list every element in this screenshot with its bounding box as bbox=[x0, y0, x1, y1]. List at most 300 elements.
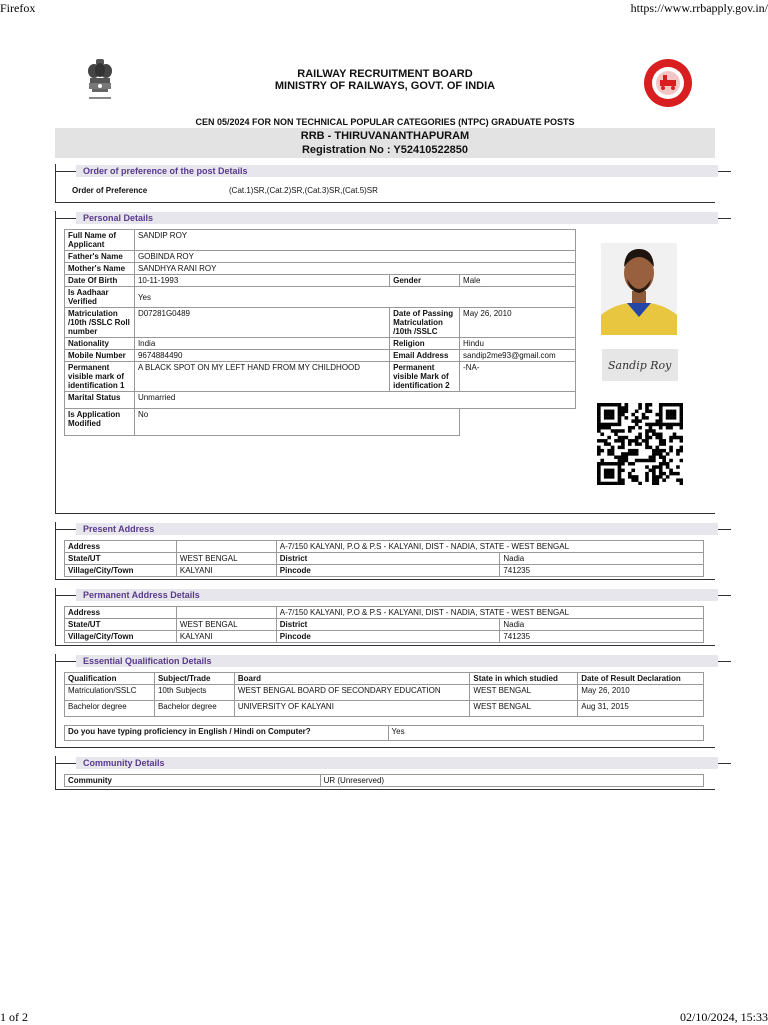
section-header bbox=[56, 522, 715, 536]
qr-module bbox=[680, 406, 683, 409]
qr-module bbox=[655, 452, 659, 455]
column-header: Subject/Trade bbox=[154, 673, 234, 685]
qr-module bbox=[604, 472, 608, 475]
community-label: Community bbox=[65, 775, 321, 787]
matric-roll-label: Matriculation /10th /SSLC Roll number bbox=[65, 308, 135, 338]
qr-module bbox=[676, 452, 680, 455]
qr-module bbox=[631, 419, 635, 422]
section-header bbox=[56, 211, 715, 225]
qr-module bbox=[628, 426, 632, 429]
mark2-value: -NA- bbox=[460, 362, 576, 392]
qr-module bbox=[649, 436, 653, 439]
qr-module bbox=[625, 410, 629, 413]
registration-number: Registration No : Y52410522850 bbox=[301, 144, 469, 156]
qr-module bbox=[642, 416, 646, 419]
qr-module bbox=[645, 472, 649, 475]
state-value: WEST BENGAL bbox=[176, 619, 276, 631]
father-name-value: GOBINDA ROY bbox=[134, 251, 575, 263]
qr-module bbox=[628, 452, 632, 455]
qr-module bbox=[669, 436, 673, 439]
qr-module bbox=[662, 455, 666, 458]
qr-module bbox=[614, 462, 618, 465]
nationality-value: India bbox=[134, 338, 389, 350]
qr-module bbox=[618, 416, 622, 419]
qr-module bbox=[635, 410, 639, 413]
qr-module bbox=[680, 478, 683, 481]
qr-module bbox=[618, 446, 622, 449]
qr-module bbox=[652, 482, 656, 485]
table-cell: WEST BENGAL bbox=[470, 685, 578, 701]
qr-module bbox=[614, 423, 618, 426]
qr-module bbox=[618, 406, 622, 409]
qr-module bbox=[614, 482, 618, 485]
community-value: UR (Unreserved) bbox=[320, 775, 703, 787]
qr-module bbox=[621, 469, 625, 472]
pincode-value: 741235 bbox=[500, 565, 704, 577]
qr-module bbox=[618, 403, 622, 406]
qr-module bbox=[607, 413, 611, 416]
qr-module bbox=[662, 459, 666, 462]
personal-details-table bbox=[64, 229, 576, 436]
qr-module bbox=[662, 478, 666, 481]
qr-module bbox=[607, 475, 611, 478]
present-address-table bbox=[64, 540, 704, 577]
table-cell: 10th Subjects bbox=[154, 685, 234, 701]
qr-module bbox=[618, 436, 622, 439]
qr-module bbox=[673, 423, 677, 426]
qr-module bbox=[638, 426, 642, 429]
qr-module bbox=[680, 416, 683, 419]
gender-value: Male bbox=[460, 275, 576, 287]
email-value: sandip2me93@gmail.com bbox=[460, 350, 576, 362]
village-label: Village/City/Town bbox=[65, 631, 177, 643]
qr-module bbox=[604, 426, 608, 429]
email-label: Email Address bbox=[390, 350, 460, 362]
qr-module bbox=[635, 449, 639, 452]
modified-value: No bbox=[134, 409, 459, 436]
qr-module bbox=[604, 462, 608, 465]
qr-module bbox=[669, 469, 673, 472]
qr-module bbox=[680, 449, 683, 452]
table-cell: Bachelor degree bbox=[65, 701, 155, 717]
qr-module bbox=[666, 462, 670, 465]
column-header: Board bbox=[234, 673, 470, 685]
applicant-signature bbox=[602, 349, 678, 381]
qr-module bbox=[614, 403, 618, 406]
table-cell: UNIVERSITY OF KALYANI bbox=[234, 701, 470, 717]
qr-module bbox=[659, 403, 663, 406]
qr-module bbox=[611, 429, 615, 432]
qr-module bbox=[631, 475, 635, 478]
qr-module bbox=[625, 459, 629, 462]
qr-module bbox=[680, 403, 683, 406]
qr-module bbox=[607, 426, 611, 429]
applicant-photo bbox=[601, 243, 677, 335]
qr-module bbox=[655, 423, 659, 426]
qr-module bbox=[669, 449, 673, 452]
qr-module bbox=[611, 452, 615, 455]
qr-module bbox=[652, 472, 656, 475]
qr-module bbox=[604, 439, 608, 442]
qr-module bbox=[607, 469, 611, 472]
qr-module bbox=[628, 429, 632, 432]
qr-module bbox=[635, 436, 639, 439]
qr-module bbox=[666, 403, 670, 406]
qr-module bbox=[611, 472, 615, 475]
qr-module bbox=[659, 436, 663, 439]
column-header: Qualification bbox=[65, 673, 155, 685]
mother-name-label: Mother's Name bbox=[65, 263, 135, 275]
qr-module bbox=[659, 462, 663, 465]
qr-module bbox=[607, 462, 611, 465]
mark2-label: Permanent visible Mark of identification 2 bbox=[390, 362, 460, 392]
qr-module bbox=[649, 459, 653, 462]
qr-module bbox=[659, 449, 663, 452]
qr-module bbox=[604, 469, 608, 472]
qr-module bbox=[652, 475, 656, 478]
qr-module bbox=[659, 433, 663, 436]
qr-module bbox=[659, 469, 663, 472]
qr-module bbox=[607, 423, 611, 426]
qr-module bbox=[659, 465, 663, 468]
qr-module bbox=[625, 403, 629, 406]
qr-module bbox=[621, 446, 625, 449]
qr-module bbox=[597, 478, 601, 481]
qr-module bbox=[680, 439, 683, 442]
qr-module bbox=[680, 436, 683, 439]
qr-module bbox=[666, 413, 670, 416]
qr-module bbox=[597, 410, 601, 413]
qr-module bbox=[607, 436, 611, 439]
qr-module bbox=[652, 423, 656, 426]
qr-module bbox=[645, 406, 649, 409]
qr-module bbox=[673, 403, 677, 406]
qualification-header-row bbox=[65, 673, 704, 685]
district-value: Nadia bbox=[500, 619, 704, 631]
qr-module bbox=[669, 439, 673, 442]
qr-module bbox=[631, 452, 635, 455]
qr-module bbox=[625, 406, 629, 409]
qr-module bbox=[649, 469, 653, 472]
qr-module bbox=[597, 482, 601, 485]
qr-module bbox=[666, 426, 670, 429]
qr-module bbox=[614, 433, 618, 436]
qr-module bbox=[655, 413, 659, 416]
qr-module bbox=[618, 482, 622, 485]
village-label: Village/City/Town bbox=[65, 565, 177, 577]
qr-module bbox=[638, 406, 642, 409]
father-name-label: Father's Name bbox=[65, 251, 135, 263]
qr-module bbox=[597, 403, 601, 406]
qr-module bbox=[621, 410, 625, 413]
pincode-label: Pincode bbox=[276, 631, 500, 643]
qr-module bbox=[638, 403, 642, 406]
board-title-line2: MINISTRY OF RAILWAYS, GOVT. OF INDIA bbox=[274, 80, 496, 92]
qr-module bbox=[669, 410, 673, 413]
qr-module bbox=[631, 462, 635, 465]
qr-module bbox=[614, 429, 618, 432]
qr-module bbox=[628, 475, 632, 478]
preference-value: (Cat.1)SR,(Cat.2)SR,(Cat.3)SR,(Cat.5)SR bbox=[229, 186, 378, 195]
qr-module bbox=[611, 403, 615, 406]
qr-module bbox=[676, 423, 680, 426]
qr-code bbox=[597, 403, 683, 485]
qr-module bbox=[600, 462, 604, 465]
qr-module bbox=[662, 403, 666, 406]
qr-module bbox=[614, 455, 618, 458]
district-value: Nadia bbox=[500, 553, 704, 565]
qr-module bbox=[611, 475, 615, 478]
qr-module bbox=[607, 449, 611, 452]
qr-module bbox=[680, 459, 683, 462]
qr-module bbox=[618, 419, 622, 422]
qr-module bbox=[662, 439, 666, 442]
qr-module bbox=[659, 452, 663, 455]
modified-label: Is Application Modified bbox=[65, 409, 135, 436]
qr-module bbox=[659, 410, 663, 413]
qr-module bbox=[669, 472, 673, 475]
qr-module bbox=[621, 482, 625, 485]
qr-module bbox=[635, 459, 639, 462]
qr-module bbox=[669, 416, 673, 419]
qr-module bbox=[597, 419, 601, 422]
passing-date-label: Date of Passing Matriculation /10th /SSLC bbox=[390, 308, 460, 338]
qr-module bbox=[600, 403, 604, 406]
qr-module bbox=[662, 449, 666, 452]
qr-module bbox=[649, 446, 653, 449]
qr-module bbox=[645, 416, 649, 419]
permanent-address-table bbox=[64, 606, 704, 643]
qr-module bbox=[662, 472, 666, 475]
section-title: Personal Details bbox=[83, 213, 154, 223]
qr-module bbox=[652, 478, 656, 481]
qr-module bbox=[618, 423, 622, 426]
mobile-label: Mobile Number bbox=[65, 350, 135, 362]
qr-module bbox=[635, 452, 639, 455]
preference-label: Order of Preference bbox=[72, 186, 148, 195]
qr-module bbox=[631, 449, 635, 452]
qr-module bbox=[597, 416, 601, 419]
qr-module bbox=[655, 478, 659, 481]
qr-module bbox=[604, 475, 608, 478]
qr-module bbox=[597, 413, 601, 416]
qr-module bbox=[645, 423, 649, 426]
qr-module bbox=[600, 439, 604, 442]
qr-module bbox=[604, 423, 608, 426]
mark1-value: A BLACK SPOT ON MY LEFT HAND FROM MY CHILDHOOD bbox=[134, 362, 389, 392]
qr-module bbox=[635, 416, 639, 419]
qr-module bbox=[618, 455, 622, 458]
qr-module bbox=[662, 442, 666, 445]
qr-module bbox=[645, 478, 649, 481]
qr-module bbox=[649, 410, 653, 413]
typing-question: Do you have typing proficiency in English / Hindi on Computer? bbox=[65, 726, 389, 741]
qr-module bbox=[611, 423, 615, 426]
qr-module bbox=[655, 475, 659, 478]
qr-module bbox=[597, 406, 601, 409]
address-label: Address bbox=[65, 607, 177, 619]
qr-module bbox=[618, 469, 622, 472]
section-title: Order of preference of the post Details bbox=[83, 166, 248, 176]
village-value: KALYANI bbox=[176, 631, 276, 643]
qr-module bbox=[618, 462, 622, 465]
religion-label: Religion bbox=[390, 338, 460, 350]
qr-module bbox=[621, 429, 625, 432]
rrb-name: RRB - THIRUVANANTHAPURAM bbox=[300, 130, 470, 142]
state-label: State/UT bbox=[65, 553, 177, 565]
marital-label: Marital Status bbox=[65, 392, 135, 409]
qr-module bbox=[614, 439, 618, 442]
qualification-table bbox=[64, 672, 704, 717]
qr-module bbox=[673, 433, 677, 436]
qr-module bbox=[673, 436, 677, 439]
qr-module bbox=[631, 478, 635, 481]
table-cell: Matriculation/SSLC bbox=[65, 685, 155, 701]
qr-module bbox=[600, 423, 604, 426]
qr-module bbox=[655, 449, 659, 452]
qr-module bbox=[669, 403, 673, 406]
qr-module bbox=[666, 465, 670, 468]
qr-module bbox=[655, 436, 659, 439]
qr-module bbox=[676, 436, 680, 439]
qr-module bbox=[597, 469, 601, 472]
dob-label: Date Of Birth bbox=[65, 275, 135, 287]
qr-module bbox=[680, 426, 683, 429]
aadhaar-label: Is Aadhaar Verified bbox=[65, 287, 135, 308]
qr-module bbox=[600, 482, 604, 485]
qr-module bbox=[676, 449, 680, 452]
qr-module bbox=[597, 446, 601, 449]
qr-module bbox=[621, 455, 625, 458]
qr-module bbox=[645, 410, 649, 413]
district-label: District bbox=[276, 553, 500, 565]
qr-module bbox=[597, 423, 601, 426]
qr-module bbox=[597, 452, 601, 455]
qr-module bbox=[649, 423, 653, 426]
state-value: WEST BENGAL bbox=[176, 553, 276, 565]
section-title: Present Address bbox=[83, 524, 155, 534]
qr-module bbox=[676, 478, 680, 481]
qr-module bbox=[655, 433, 659, 436]
qr-module bbox=[645, 436, 649, 439]
table-cell: Aug 31, 2015 bbox=[578, 701, 704, 717]
community-section bbox=[55, 756, 715, 790]
qr-module bbox=[652, 449, 656, 452]
qr-module bbox=[659, 442, 663, 445]
aadhaar-value: Yes bbox=[134, 287, 575, 308]
qr-module bbox=[618, 465, 622, 468]
qr-module bbox=[635, 442, 639, 445]
column-header: State in which studied bbox=[470, 673, 578, 685]
village-value: KALYANI bbox=[176, 565, 276, 577]
qr-module bbox=[649, 426, 653, 429]
qr-module bbox=[638, 436, 642, 439]
qr-module bbox=[642, 439, 646, 442]
qr-module bbox=[662, 462, 666, 465]
qr-module bbox=[666, 410, 670, 413]
qr-module bbox=[669, 446, 673, 449]
qr-module bbox=[635, 423, 639, 426]
masthead bbox=[55, 52, 715, 114]
pincode-label: Pincode bbox=[276, 565, 500, 577]
qr-module bbox=[635, 439, 639, 442]
qr-module bbox=[611, 413, 615, 416]
rrb-band bbox=[55, 128, 715, 158]
qr-module bbox=[607, 410, 611, 413]
section-title: Essential Qualification Details bbox=[83, 656, 212, 666]
qr-module bbox=[625, 436, 629, 439]
qr-module bbox=[645, 403, 649, 406]
qr-module bbox=[680, 419, 683, 422]
qr-module bbox=[611, 462, 615, 465]
full-name-label: Full Name of Applicant bbox=[65, 230, 135, 251]
qr-module bbox=[669, 413, 673, 416]
qr-module bbox=[631, 439, 635, 442]
address-label: Address bbox=[65, 541, 177, 553]
qr-module bbox=[662, 423, 666, 426]
qr-module bbox=[604, 410, 608, 413]
qr-module bbox=[659, 413, 663, 416]
qr-module bbox=[638, 433, 642, 436]
signature-text: Sandip Roy bbox=[608, 359, 672, 372]
section-header bbox=[56, 756, 715, 770]
qr-module bbox=[621, 439, 625, 442]
address-value: A-7/150 KALYANI, P.O & P.S - KALYANI, DIST - NADIA, STATE - WEST BENGAL bbox=[276, 541, 703, 553]
qr-module bbox=[604, 403, 608, 406]
qr-module bbox=[649, 429, 653, 432]
application-page bbox=[55, 52, 715, 790]
qr-module bbox=[638, 459, 642, 462]
personal-section bbox=[55, 211, 715, 514]
qr-module bbox=[597, 472, 601, 475]
qr-module bbox=[628, 439, 632, 442]
qr-module bbox=[673, 410, 677, 413]
qr-module bbox=[621, 442, 625, 445]
qr-module bbox=[618, 475, 622, 478]
qr-module bbox=[638, 482, 642, 485]
preference-section bbox=[55, 164, 715, 203]
table-cell: WEST BENGAL bbox=[470, 701, 578, 717]
qr-module bbox=[655, 419, 659, 422]
matric-roll-value: D07281G0489 bbox=[134, 308, 389, 338]
qr-module bbox=[669, 459, 673, 462]
qr-module bbox=[649, 403, 653, 406]
qr-module bbox=[638, 419, 642, 422]
qr-module bbox=[652, 429, 656, 432]
qr-module bbox=[618, 478, 622, 481]
qr-module bbox=[655, 465, 659, 468]
mother-name-value: SANDHYA RANI ROY bbox=[134, 263, 575, 275]
qr-module bbox=[652, 452, 656, 455]
qr-module bbox=[652, 465, 656, 468]
full-name-value: SANDIP ROY bbox=[134, 230, 575, 251]
dob-value: 10-11-1993 bbox=[134, 275, 389, 287]
pincode-value: 741235 bbox=[500, 631, 704, 643]
qr-module bbox=[597, 475, 601, 478]
qr-module bbox=[597, 426, 601, 429]
qr-module bbox=[625, 455, 629, 458]
qr-module bbox=[621, 406, 625, 409]
typing-answer: Yes bbox=[388, 726, 703, 741]
qr-module bbox=[645, 446, 649, 449]
gender-label: Gender bbox=[390, 275, 460, 287]
qr-module bbox=[676, 403, 680, 406]
qr-module bbox=[631, 426, 635, 429]
address-value: A-7/150 KALYANI, P.O & P.S - KALYANI, DIST - NADIA, STATE - WEST BENGAL bbox=[276, 607, 703, 619]
qr-module bbox=[604, 482, 608, 485]
qr-module bbox=[618, 472, 622, 475]
qr-module bbox=[597, 449, 601, 452]
